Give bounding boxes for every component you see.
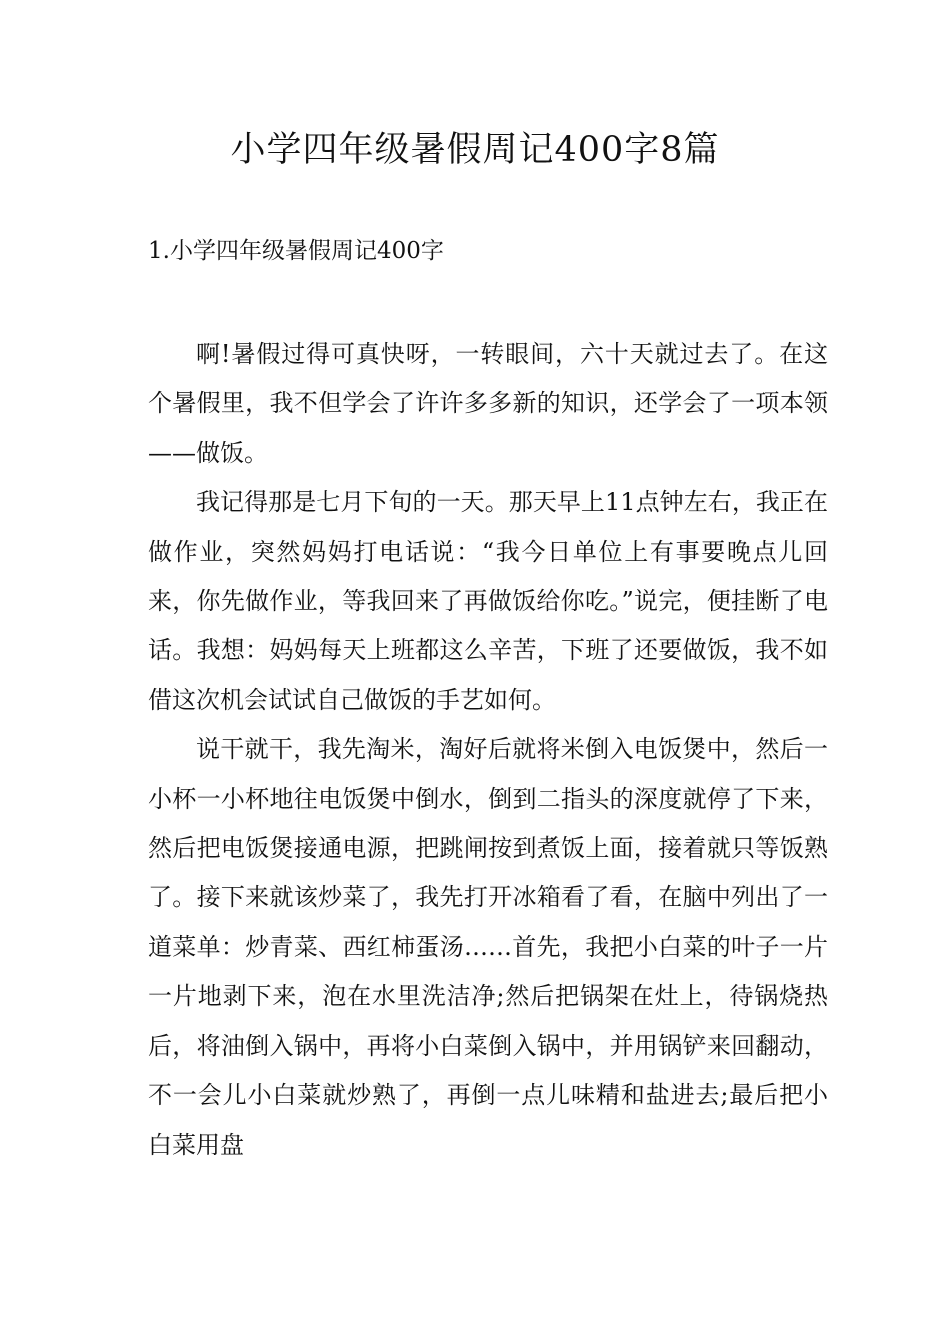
- section-heading: 1.小学四年级暑假周记400字: [148, 238, 444, 264]
- paragraph: 我记得那是七月下旬的一天。那天早上11点钟左右，我正在做作业，突然妈妈打电话说：“我今日单位上有事要晚点儿回来，你先做作业，等我回来了再做饭给你吃。”说完，便挂断了电话。我想：妈妈每天上班都这么辛苦，下班了还要做饭，我不如借这次机会试试自己做饭的手艺如何。: [148, 488, 828, 714]
- paragraph: 啊!暑假过得可真快呀，一转眼间，六十天就过去了。在这个暑假里，我不但学会了许许多多新的知识，还学会了一项本领——做饭。: [148, 340, 828, 467]
- paragraph: 说干就干，我先淘米，淘好后就将米倒入电饭煲中，然后一小杯一小杯地往电饭煲中倒水，倒到二指头的深度就停了下来，然后把电饭煲接通电源，把跳闸按到煮饭上面，接着就只等饭熟了。接下来就该炒菜了，我先打开冰箱看了看，在脑中列出了一道菜单：炒青菜、西红柿蛋汤……首先，我把小白菜的叶子一片一片地剥下来，泡在水里洗洁净;然后把锅架在灶上，待锅烧热后，将油倒入锅中，再将小白菜倒入锅中，并用锅铲来回翻动，不一会儿小白菜就炒熟了，再倒一点儿味精和盐进去;最后把小白菜用盘: [148, 735, 828, 1159]
- document-title: 小学四年级暑假周记400字8篇: [230, 130, 720, 170]
- body-text: [148, 330, 828, 1170]
